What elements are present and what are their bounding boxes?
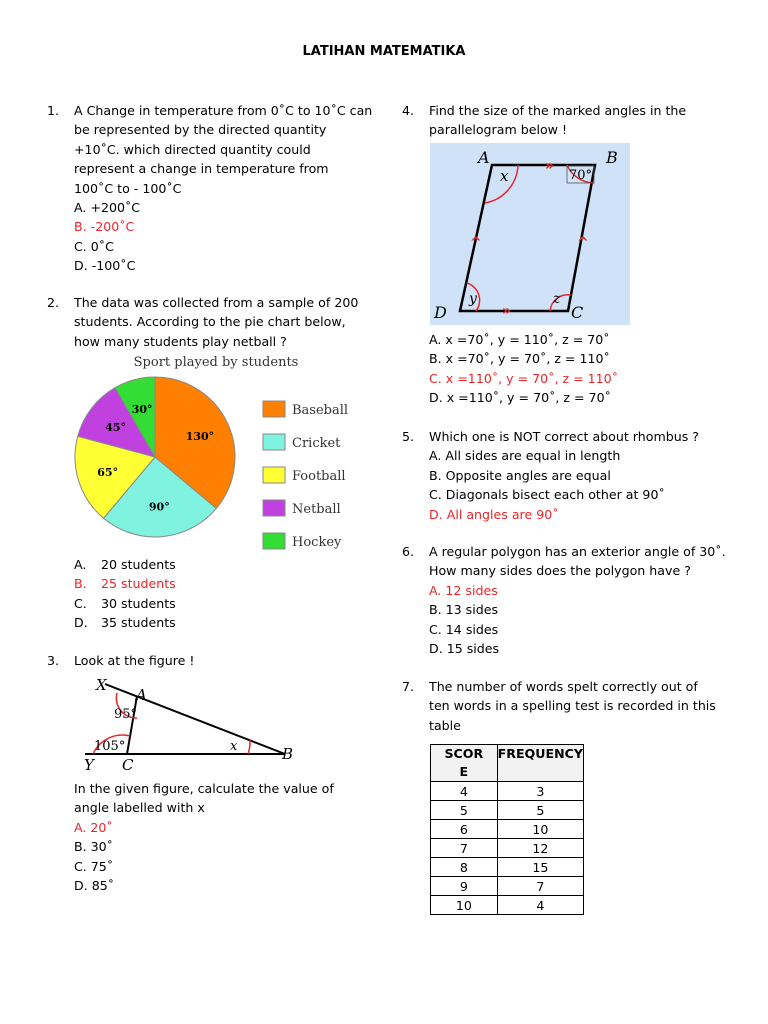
score-cell: 6 xyxy=(431,820,498,839)
score-cell: 4 xyxy=(431,782,498,801)
legend-swatch xyxy=(263,533,285,549)
option-a-answer: A. 12 sides xyxy=(429,582,498,598)
header-frequency: FREQUENCY xyxy=(497,745,583,782)
question-text: be represented by the directed quantity xyxy=(74,122,327,138)
label-C: C xyxy=(122,756,134,774)
question-text: parallelogram below ! xyxy=(429,122,568,138)
table-row xyxy=(431,839,584,858)
legend-label: Baseball xyxy=(292,403,349,418)
option-c: C. 0˚C xyxy=(74,238,114,254)
score-cell: 7 xyxy=(431,839,498,858)
frequency-cell: 7 xyxy=(497,877,583,896)
frequency-cell: 10 xyxy=(497,820,583,839)
label-105: 105° xyxy=(94,739,126,754)
label-z: z xyxy=(553,291,561,307)
option-b-answer: B. 25 students xyxy=(74,576,176,592)
option-b: B. 13 sides xyxy=(429,602,499,618)
legend-label: Football xyxy=(292,469,346,484)
option-c: C. Diagonals bisect each other at 90˚ xyxy=(429,487,665,503)
option-d-answer: D. All angles are 90˚ xyxy=(429,506,559,522)
question-number: 3. xyxy=(47,653,60,668)
option-c: C. 30 students xyxy=(74,595,176,611)
option-c: C. 14 sides xyxy=(429,621,499,637)
slice-label: 45° xyxy=(105,420,127,434)
question-text: ten words in a spelling test is recorded in this xyxy=(429,698,716,714)
question-text: The number of words spelt correctly out of xyxy=(429,679,698,694)
option-b: B. 30˚ xyxy=(74,839,113,855)
option-b: B. x =70˚, y = 70˚, z = 110˚ xyxy=(429,351,610,367)
question-text: How many sides does the polygon have ? xyxy=(429,563,691,579)
option-d: D. 35 students xyxy=(74,615,176,631)
question-text: Find the size of the marked angles in the xyxy=(429,103,687,118)
option-a: A. 20 students xyxy=(74,557,176,572)
legend-swatch xyxy=(263,401,285,417)
question-text: The data was collected from a sample of 200 xyxy=(74,295,359,310)
pie-chart xyxy=(74,349,364,559)
triangle-figure xyxy=(80,674,300,774)
question-text: table xyxy=(429,717,461,733)
label-x: x xyxy=(500,167,509,185)
question-text: Look at the figure ! xyxy=(74,653,195,668)
label-X: X xyxy=(96,676,107,694)
option-c-answer: C. x =110˚, y = 70˚, z = 110˚ xyxy=(429,370,618,386)
frequency-cell: 15 xyxy=(497,858,583,877)
label-B: B xyxy=(282,745,294,763)
question-number: 7. xyxy=(402,679,415,694)
table-row xyxy=(431,801,584,820)
label-Y: Y xyxy=(84,756,94,774)
svg-text:»: » xyxy=(502,303,512,319)
legend-label: Hockey xyxy=(292,535,342,550)
table-row xyxy=(431,858,584,877)
question-number: 4. xyxy=(402,103,415,118)
question-text: 100˚C to - 100˚C xyxy=(74,180,182,196)
frequency-cell: 5 xyxy=(497,801,583,820)
slice-label: 65° xyxy=(97,465,119,479)
label-A: A xyxy=(136,686,147,704)
question-number: 2. xyxy=(47,295,60,310)
slice-label: 130° xyxy=(185,430,215,444)
label-A: A xyxy=(478,148,490,167)
option-b-answer: B. -200˚C xyxy=(74,219,135,235)
table-row xyxy=(431,877,584,896)
option-d: D. 15 sides xyxy=(429,641,500,657)
option-a: A. All sides are equal in length xyxy=(429,448,621,464)
label-x: x xyxy=(230,739,238,754)
option-a: A. x =70˚, y = 110˚, z = 70˚ xyxy=(429,332,610,347)
option-c: C. 75˚ xyxy=(74,858,114,874)
frequency-table xyxy=(430,744,584,915)
score-cell: 9 xyxy=(431,877,498,896)
label-D: D xyxy=(434,303,447,322)
frequency-cell: 12 xyxy=(497,839,583,858)
option-d: D. x =110˚, y = 70˚, z = 70˚ xyxy=(429,390,611,406)
page-title: LATIHAN MATEMATIKA xyxy=(302,44,466,59)
question-text: In the given figure, calculate the value of xyxy=(74,781,334,796)
svg-text:»: » xyxy=(545,158,555,174)
table-row xyxy=(431,820,584,839)
legend-swatch xyxy=(263,434,285,450)
score-cell: 10 xyxy=(431,896,498,915)
question-text: Which one is NOT correct about rhombus ? xyxy=(429,429,699,444)
header-score: SCOR E xyxy=(431,745,498,782)
option-a: A. +200˚C xyxy=(74,200,141,216)
chart-title: Sport played by students xyxy=(133,355,299,370)
question-text: +10˚C. which directed quantity could xyxy=(74,141,311,157)
slice-label: 30° xyxy=(131,403,153,417)
question-text: A regular polygon has an exterior angle of 30˚. xyxy=(429,544,726,559)
svg-text:^: ^ xyxy=(577,235,589,251)
option-b: B. Opposite angles are equal xyxy=(429,467,611,483)
label-70: 70° xyxy=(569,168,593,183)
legend-label: Netball xyxy=(292,502,341,517)
question-number: 1. xyxy=(47,103,60,118)
parallelogram-figure xyxy=(430,143,630,325)
question-text: A Change in temperature from 0˚C to 10˚C can xyxy=(74,103,373,118)
label-C: C xyxy=(571,303,584,322)
question-text: students. According to the pie chart below, xyxy=(74,314,346,330)
option-d: D. -100˚C xyxy=(74,258,136,274)
option-a-answer: A. 20˚ xyxy=(74,819,113,835)
question-text: represent a change in temperature from xyxy=(74,161,329,177)
legend-label: Cricket xyxy=(292,436,341,451)
label-B: B xyxy=(606,148,618,167)
svg-text:^: ^ xyxy=(470,235,482,251)
question-number: 6. xyxy=(402,544,415,559)
table-row xyxy=(431,782,584,801)
question-text: how many students play netball ? xyxy=(74,333,287,349)
question-text: angle labelled with x xyxy=(74,800,205,816)
question-number: 5. xyxy=(402,429,415,444)
frequency-cell: 4 xyxy=(497,896,583,915)
legend-swatch xyxy=(263,500,285,516)
slice-label: 90° xyxy=(148,500,170,514)
option-d: D. 85˚ xyxy=(74,878,115,894)
legend-swatch xyxy=(263,467,285,483)
frequency-cell: 3 xyxy=(497,782,583,801)
table-row xyxy=(431,896,584,915)
label-y: y xyxy=(469,291,477,307)
score-cell: 8 xyxy=(431,858,498,877)
label-95: 95° xyxy=(114,707,138,722)
score-cell: 5 xyxy=(431,801,498,820)
